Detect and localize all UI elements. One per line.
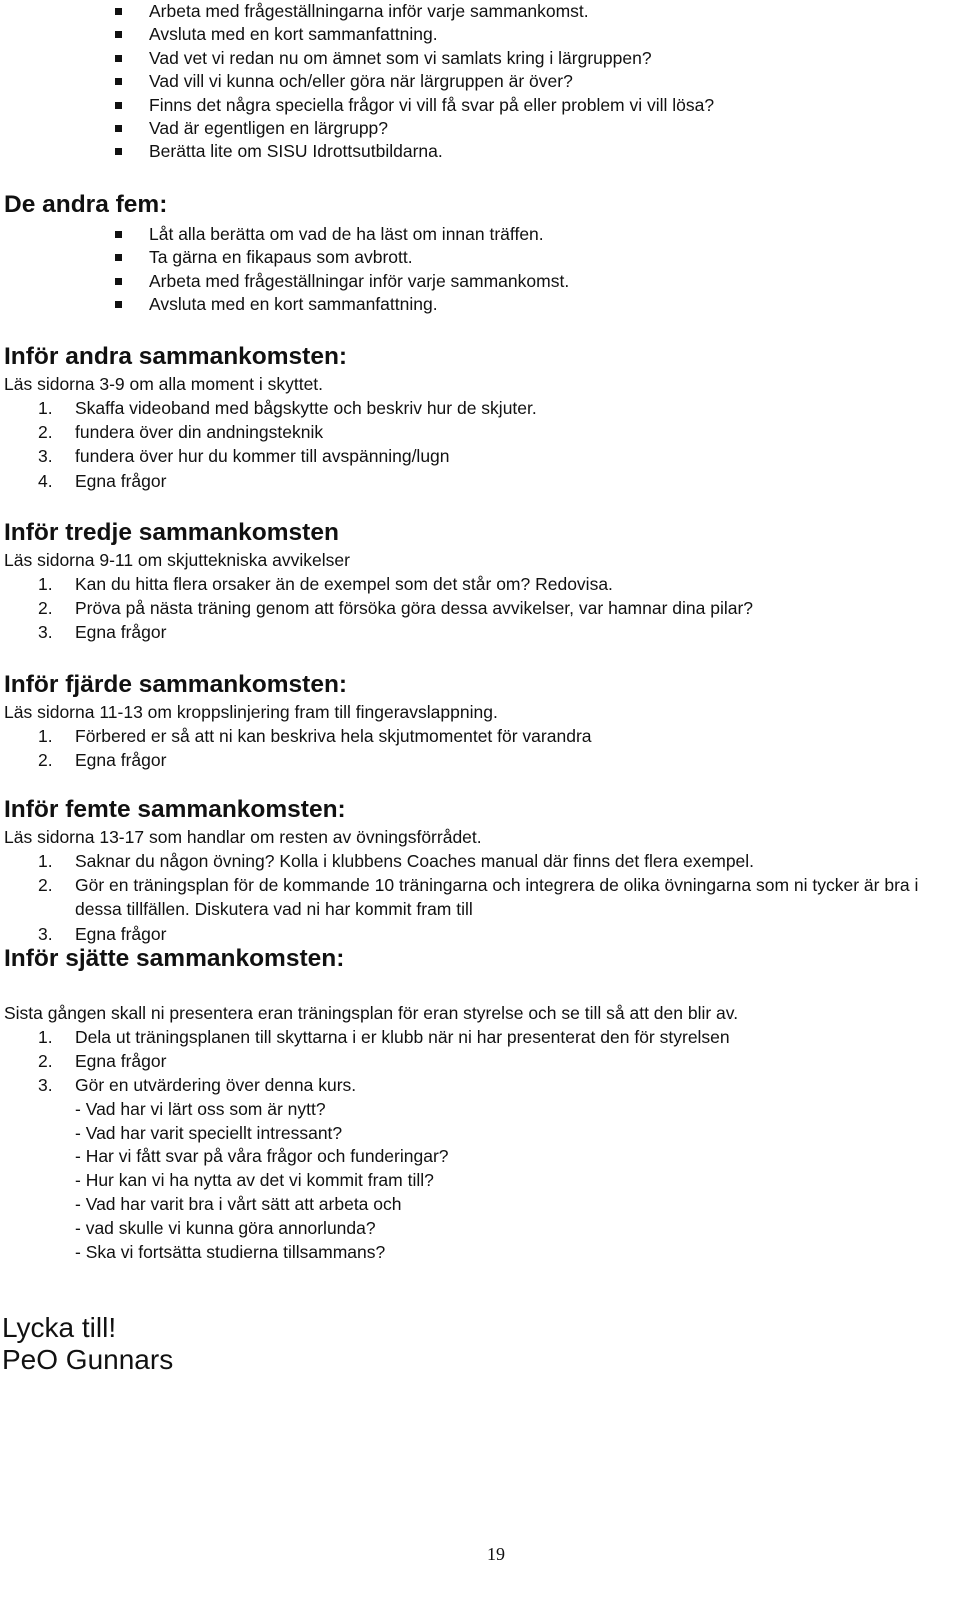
- item-number: 3.: [38, 923, 53, 944]
- item-text: Egna frågor: [75, 470, 167, 491]
- item-text: Egna frågor: [75, 622, 167, 643]
- list-item: - vad skulle vi kunna göra annorlunda?: [75, 1218, 376, 1239]
- list-item: [38, 444, 935, 468]
- fjarde-list: [38, 724, 935, 772]
- heading-tredje-sammankomsten: Inför tredje sammankomsten: [4, 519, 339, 546]
- tredje-list: [38, 572, 935, 645]
- item-number: 2.: [38, 422, 53, 443]
- item-number: 1.: [38, 574, 53, 594]
- item-number: 1.: [38, 398, 53, 418]
- item-text: Pröva på nästa träning genom att försöka göra dessa avvikelser, var hamnar dina pilar?: [75, 598, 754, 619]
- femte-list: [38, 849, 935, 946]
- item-number: 2.: [38, 875, 53, 896]
- list-item: Vad är egentligen en lärgrupp?: [115, 117, 714, 140]
- item-number: 1.: [38, 726, 53, 746]
- item-text: Saknar du någon övning? Kolla i klubbens Coaches manual där finns det flera exempel.: [75, 851, 755, 871]
- evaluation-questions: [75, 1098, 935, 1265]
- item-number: 3.: [38, 446, 53, 467]
- item-text: Gör en utvärdering över denna kurs.: [75, 1075, 357, 1096]
- item-text: Förbered er så att ni kan beskriva hela skjutmomentet för varandra: [75, 726, 592, 746]
- list-item: Arbeta med frågeställningar inför varje sammankomst.: [115, 270, 569, 293]
- item-text: Skaffa videoband med bågskytte och beskriv hur de skjuter.: [75, 398, 537, 418]
- list-item: Avsluta med en kort sammanfattning.: [115, 293, 569, 316]
- list-item: [38, 1073, 935, 1265]
- heading-de-andra-fem: De andra fem:: [4, 191, 168, 218]
- item-number: 3.: [38, 1075, 53, 1096]
- list-item: Låt alla berätta om vad de ha läst om innan träffen.: [115, 223, 569, 246]
- list-item: Finns det några speciella frågor vi vill få svar på eller problem vi vill lösa?: [115, 94, 714, 117]
- item-number: 1.: [38, 1027, 53, 1047]
- list-item: Vad vet vi redan nu om ämnet som vi samlats kring i lärgruppen?: [115, 47, 714, 70]
- list-item: Vad vill vi kunna och/eller göra när lärgruppen är över?: [115, 70, 714, 93]
- andra-intro: Läs sidorna 3-9 om alla moment i skyttet.: [4, 374, 324, 394]
- list-item: - Hur kan vi ha nytta av det vi kommit fram till?: [75, 1170, 434, 1191]
- list-item: - Vad har varit bra i vårt sätt att arbeta och: [75, 1194, 402, 1215]
- item-text: Egna frågor: [75, 1051, 167, 1072]
- heading-fjarde-sammankomsten: Inför fjärde sammankomsten:: [4, 671, 348, 698]
- sjatte-intro: Sista gången skall ni presentera eran träningsplan för eran styrelse och se till så att den blir av.: [4, 1003, 739, 1023]
- list-item: Avsluta med en kort sammanfattning.: [115, 23, 714, 46]
- list-item: [38, 748, 935, 772]
- item-text: Kan du hitta flera orsaker än de exempel som det står om? Redovisa.: [75, 574, 613, 594]
- list-item: Ta gärna en fikapaus som avbrott.: [115, 246, 569, 269]
- list-item: Arbeta med frågeställningarna inför varje sammankomst.: [115, 0, 714, 23]
- item-text: Gör en träningsplan för de kommande 10 träningarna och integrera de olika övningarna som ni tycker är bra i dessa tillfällen. Diskutera vad ni har kommit fram till: [75, 875, 919, 920]
- list-item: [38, 1049, 935, 1073]
- list-item: [38, 420, 935, 444]
- list-item: - Vad har vi lärt oss som är nytt?: [75, 1098, 326, 1119]
- item-number: 2.: [38, 750, 53, 771]
- list-item: [38, 849, 935, 873]
- sjatte-list: [38, 1025, 935, 1265]
- list-item: [38, 572, 935, 596]
- list-item: - Har vi fått svar på våra frågor och funderingar?: [75, 1146, 449, 1167]
- closing-signature: PeO Gunnars: [2, 1344, 174, 1375]
- page-number: 19: [487, 1544, 505, 1564]
- list-item: [38, 469, 935, 493]
- list-item: [38, 922, 935, 946]
- list-item: - Ska vi fortsätta studierna tillsammans?: [75, 1242, 386, 1263]
- heading-andra-sammankomsten: Inför andra sammankomsten:: [4, 343, 348, 370]
- tredje-intro: Läs sidorna 9-11 om skjuttekniska avvikelser: [4, 550, 350, 570]
- list-item: Berätta lite om SISU Idrottsutbildarna.: [115, 140, 714, 163]
- heading-femte-sammankomsten: Inför femte sammankomsten:: [4, 796, 346, 823]
- item-text: fundera över din andningsteknik: [75, 422, 324, 443]
- de-andra-fem-list: [115, 223, 569, 317]
- list-item: [38, 396, 935, 420]
- closing-greeting: Lycka till!: [2, 1312, 117, 1343]
- list-item: [38, 724, 935, 748]
- heading-sjatte-sammankomsten: Inför sjätte sammankomsten:: [4, 945, 345, 972]
- item-text: Dela ut träningsplanen till skyttarna i er klubb när ni har presenterat den för styrelsen: [75, 1027, 730, 1047]
- item-number: 3.: [38, 622, 53, 643]
- andra-list: [38, 396, 935, 493]
- fjarde-intro: Läs sidorna 11-13 om kroppslinjering fram till fingeravslappning.: [4, 702, 498, 722]
- list-item: [38, 873, 935, 921]
- item-number: 2.: [38, 1051, 53, 1072]
- top-bullet-list: [115, 0, 714, 164]
- item-number: 1.: [38, 851, 53, 871]
- femte-intro: Läs sidorna 13-17 som handlar om resten av övningsförrådet.: [4, 827, 482, 847]
- item-text: Egna frågor: [75, 923, 167, 944]
- list-item: [38, 596, 935, 620]
- list-item: [38, 1025, 935, 1049]
- list-item: [38, 620, 935, 644]
- item-number: 2.: [38, 598, 53, 619]
- item-text: Egna frågor: [75, 750, 167, 771]
- item-number: 4.: [38, 470, 53, 491]
- item-text: fundera över hur du kommer till avspänning/lugn: [75, 446, 450, 467]
- list-item: - Vad har varit speciellt intressant?: [75, 1122, 343, 1143]
